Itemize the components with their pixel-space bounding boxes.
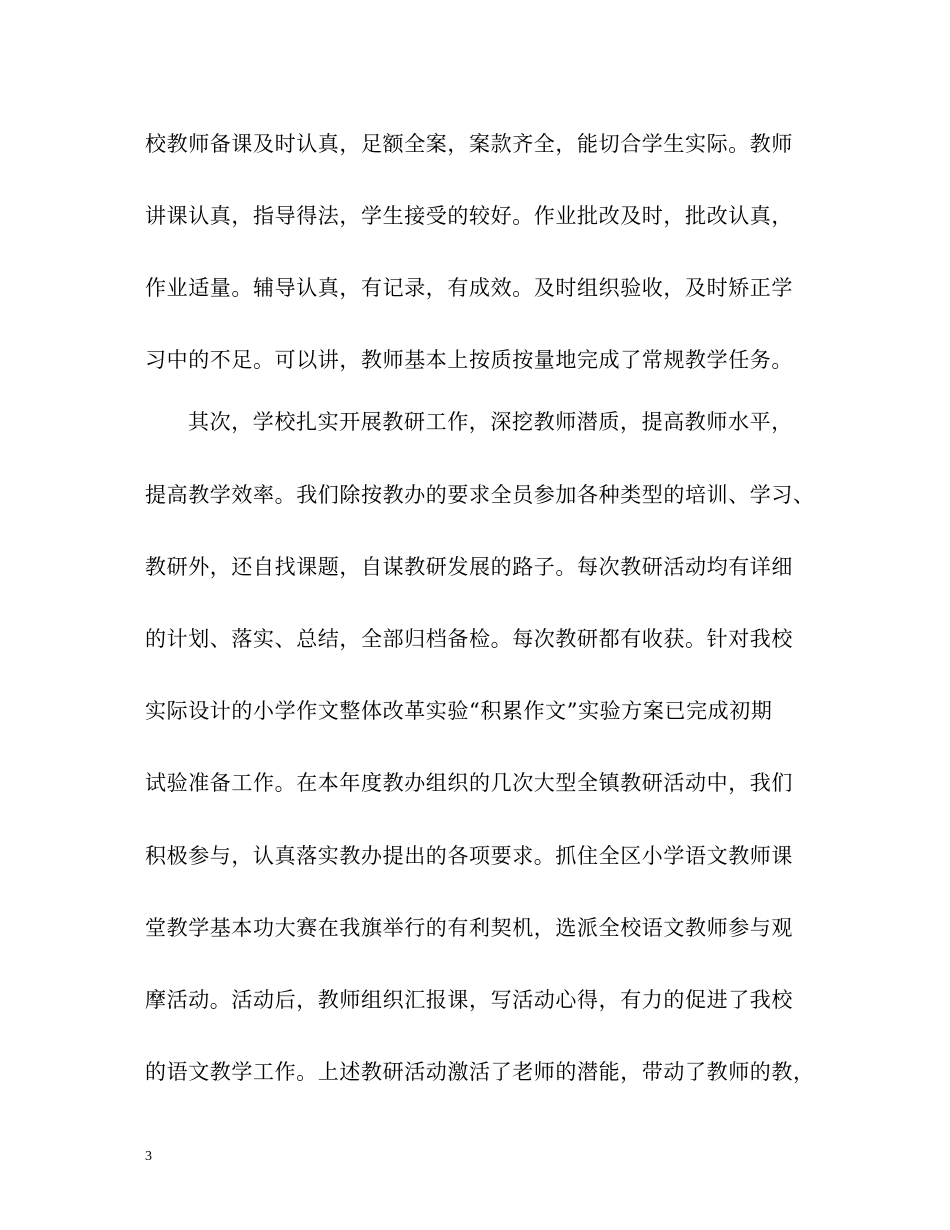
- text-line: 提高教学效率。我们除按教办的要求全员参加各种类型的培训、学习、: [145, 483, 815, 507]
- text-line: 习中的不足。可以讲，教师基本上按质按量地完成了常规教学任务。: [145, 348, 793, 372]
- text-line: 的语文教学工作。上述教研活动激活了老师的潜能，带动了教师的教，: [145, 1060, 815, 1084]
- text-line: 试验准备工作。在本年度教办组织的几次大型全镇教研活动中，我们: [145, 771, 793, 795]
- text-line: 实际设计的小学作文整体改革实验“积累作文”实验方案已完成初期: [145, 699, 773, 723]
- text-line: 作业适量。辅导认真，有记录，有成效。及时组织验收，及时矫正学: [145, 276, 793, 300]
- paragraph-start-line: 其次，学校扎实开展教研工作，深挖教师潜质，提高教师水平，: [188, 410, 793, 434]
- text-line: 摩活动。活动后，教师组织汇报课，写活动心得，有力的促进了我校: [145, 988, 793, 1012]
- text-line: 教研外，还自找课题，自谋教研发展的路子。每次教研活动均有详细: [145, 555, 793, 579]
- text-line: 堂教学基本功大赛在我旗举行的有利契机，选派全校语文教师参与观: [145, 916, 793, 940]
- page-number: 3: [145, 1149, 152, 1164]
- text-line: 校教师备课及时认真，足额全案，案款齐全，能切合学生实际。教师: [145, 132, 793, 156]
- text-line: 讲课认真，指导得法，学生接受的较好。作业批改及时，批改认真，: [145, 204, 793, 228]
- text-line: 积极参与，认真落实教办提出的各项要求。抓住全区小学语文教师课: [145, 844, 793, 868]
- text-line: 的计划、落实、总结，全部归档备检。每次教研都有收获。针对我校: [145, 627, 793, 651]
